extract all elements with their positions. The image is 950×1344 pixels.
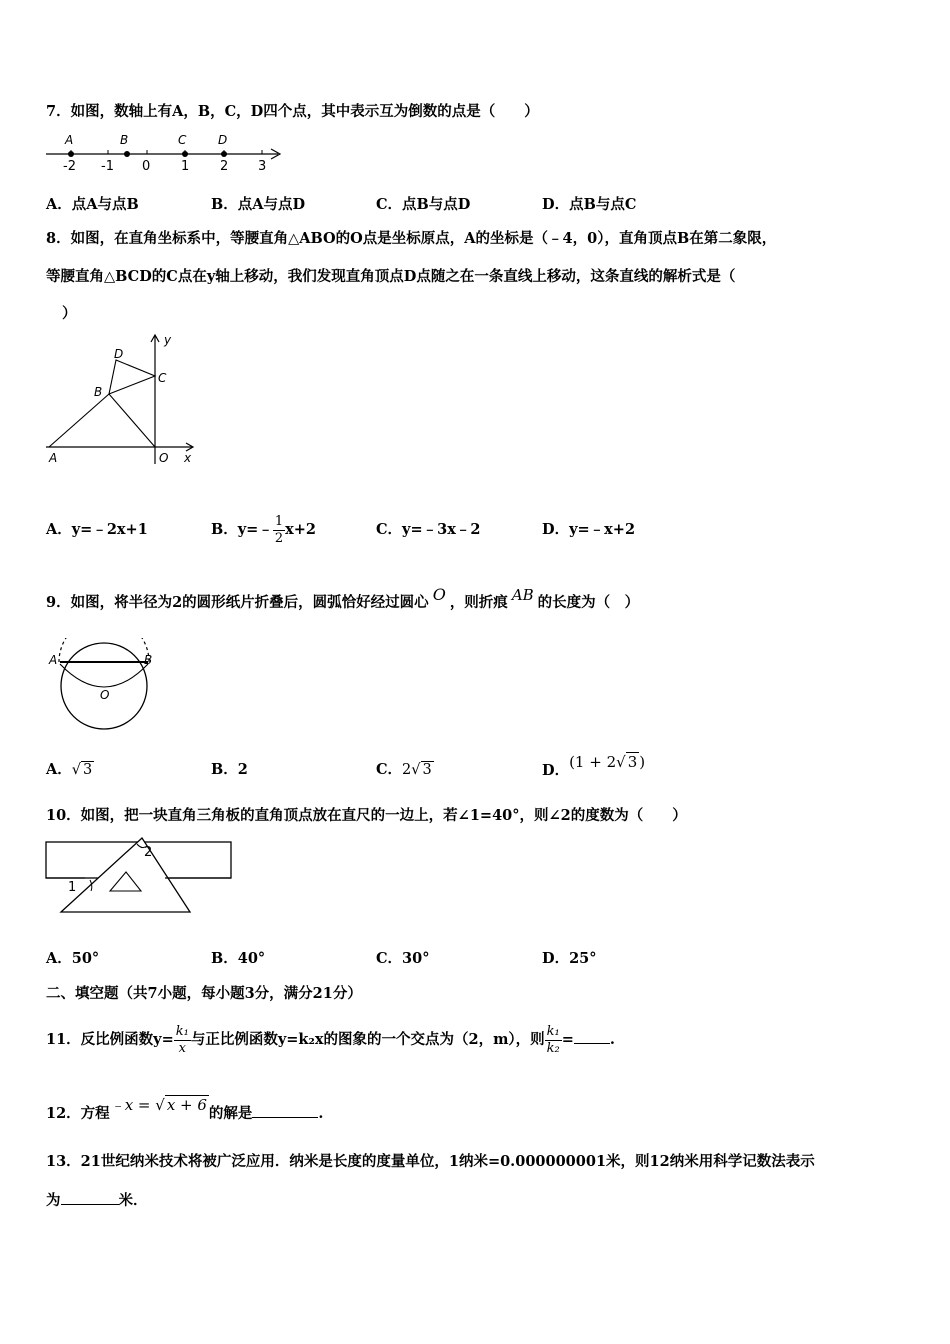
set-square [61, 838, 190, 912]
sqrt-expression: 2√ 3 [402, 762, 432, 778]
point-d-dot [221, 151, 227, 157]
q11-fraction-k1-over-x [174, 1024, 191, 1057]
tick-label: 2 [220, 159, 229, 174]
q9-option-a-label: A． [46, 761, 72, 778]
q8-option-a[interactable]: A．y=﹣2x+1 [46, 521, 148, 538]
q11-answer-blank[interactable] [574, 1029, 610, 1044]
tick-label: 1 [181, 159, 190, 174]
point-b-dot [124, 151, 130, 157]
q9-option-d[interactable] [542, 753, 646, 781]
q7-number-line-figure [44, 130, 289, 176]
q13-part-a: 为 [46, 1192, 61, 1209]
point-c-dot [182, 151, 188, 157]
q10-stem: 10．如图，把一块直角三角板的直角顶点放在直尺的一边上，若∠1=40°，则∠2的度数为（ ） [46, 807, 687, 824]
label-y: y [164, 333, 172, 347]
q12-equation: ﹣x = √ x + 6 [109, 1096, 207, 1114]
fraction-numerator: k₁ [175, 1023, 189, 1039]
q13-stem-line1: 13．21世纪纳米技术将被广泛应用．纳米是长度的度量单位，1纳米=0.000000001米，则12纳米用科学记数法表示 [46, 1153, 815, 1170]
q8-option-b[interactable] [211, 502, 316, 558]
angle-2-label: 2 [144, 845, 153, 860]
section-2-title: 二、填空题（共7小题，每小题3分，满分21分） [46, 985, 362, 1002]
tick-label: -1 [101, 159, 114, 174]
q8-option-d[interactable]: D．y=﹣x+2 [542, 521, 636, 538]
q9-option-c[interactable] [376, 760, 434, 780]
q13-answer-blank[interactable] [61, 1190, 119, 1205]
angle-1-label: 1 [68, 880, 77, 895]
q9-stem [46, 585, 640, 613]
point-d-label: D [218, 133, 228, 147]
q10-option-a[interactable]: A．50° [46, 950, 100, 967]
q9-option-a[interactable] [46, 760, 94, 780]
q8-stem-line2: 等腰直角△BCD的C点在y轴上移动，我们发现直角顶点D点随之在一条直线上移动，这条直线的解析式是（ [46, 268, 736, 285]
q10-option-b[interactable]: B．40° [211, 950, 266, 967]
label-a: A [49, 451, 58, 465]
q11-fraction-k1-over-k2 [545, 1024, 562, 1057]
q8-option-b-suffix: x+2 [285, 521, 317, 538]
triangle-bcd [109, 360, 155, 394]
q11-part-c: = [561, 1031, 574, 1048]
point-a-dot [68, 151, 74, 157]
radicand: 3 [83, 762, 93, 778]
q8-option-c[interactable]: C．y=﹣3x﹣2 [376, 521, 481, 538]
q7-option-c[interactable]: C．点B与点D [376, 196, 471, 213]
label-o: O [159, 451, 169, 465]
q9-var-o: O [432, 585, 446, 604]
q8-option-b-fraction [273, 514, 285, 547]
q9-option-b[interactable]: B．2 [211, 761, 248, 778]
q9-stem-part-a: 9．如图，将半径为2的圆形纸片折叠后，圆弧恰好经过圆心 [46, 594, 429, 611]
label-o: O [100, 688, 110, 702]
q7-stem: 7．如图，数轴上有A，B，C，D四个点，其中表示互为倒数的点是（ ） [46, 103, 539, 120]
fraction-denominator: 2 [274, 530, 284, 546]
radicand: x + 6 [166, 1096, 207, 1114]
q10-option-c[interactable]: C．30° [376, 950, 430, 967]
sqrt-expression: √ 3 [71, 762, 93, 778]
q12-part-a: 12．方程 [46, 1105, 110, 1122]
triangle-abo [49, 394, 155, 447]
q12-part-b: 的解是 [208, 1105, 253, 1122]
q11-part-a: 11．反比例函数y= [46, 1031, 174, 1048]
folded-arc [59, 638, 149, 662]
q7-option-b[interactable]: B．点A与点D [211, 196, 306, 213]
point-a-label: A [65, 133, 74, 147]
q11-end: . [609, 1031, 615, 1048]
q13-stem-line2 [46, 1190, 148, 1211]
q7-option-d[interactable]: D．点B与点C [542, 196, 637, 213]
fraction-numerator: 1 [274, 513, 284, 529]
circle-outline [61, 643, 147, 729]
q10-ruler-triangle-figure [44, 836, 239, 918]
q8-stem-line1: 8．如图，在直角坐标系中，等腰直角△ABO的O点是坐标原点，A的坐标是（﹣4，0），直角顶点B在第二象限， [46, 230, 777, 247]
q9-stem-part-c: 的长度为（ ） [537, 594, 640, 611]
label-x: x [184, 451, 192, 465]
label-a: A [49, 653, 58, 667]
label-b: B [94, 385, 103, 399]
tick-label: 3 [258, 159, 267, 174]
label-d: D [114, 347, 124, 361]
q7-option-a[interactable]: A．点A与点B [46, 196, 139, 213]
q9-option-d-label: D． [542, 762, 570, 779]
q8-stem-line3: ） [62, 305, 77, 322]
radicand: 3 [422, 762, 432, 778]
parenthesized-expression: (1 + 2√ 3 ) [569, 753, 646, 771]
coefficient: 2 [402, 762, 412, 778]
q9-stem-part-b: ，则折痕 [449, 594, 508, 611]
expression-close: ) [639, 753, 646, 771]
equation-left: ﹣x = [109, 1096, 151, 1114]
point-b-label: B [120, 133, 129, 147]
radicand: 3 [627, 753, 638, 771]
q12-stem [46, 1098, 323, 1129]
q12-answer-blank[interactable] [252, 1103, 318, 1118]
q12-end: . [318, 1105, 324, 1122]
reflected-arc [60, 664, 148, 687]
q11-stem [46, 1014, 615, 1066]
tick-label: -2 [63, 159, 76, 174]
q9-circle-figure [44, 638, 164, 733]
fraction-numerator: k₁ [546, 1023, 560, 1039]
label-c: C [158, 371, 167, 385]
q10-option-d[interactable]: D．25° [542, 950, 597, 967]
q9-option-c-label: C． [376, 761, 403, 778]
point-c-label: C [178, 133, 187, 147]
tick-label: 0 [142, 159, 151, 174]
q9-var-ab: AB [511, 586, 534, 604]
fraction-denominator: k₂ [546, 1040, 560, 1056]
q13-part-b: 米． [118, 1192, 148, 1209]
q11-part-b: 与正比例函数y=k₂x的图象的一个交点为（2，m），则 [190, 1031, 545, 1048]
q8-option-b-prefix: B．y=﹣ [211, 521, 273, 538]
expression-open: (1 + 2 [569, 753, 617, 771]
label-b: B [144, 653, 153, 667]
q8-coordinate-figure [44, 330, 204, 470]
fraction-denominator: x [174, 1040, 191, 1057]
